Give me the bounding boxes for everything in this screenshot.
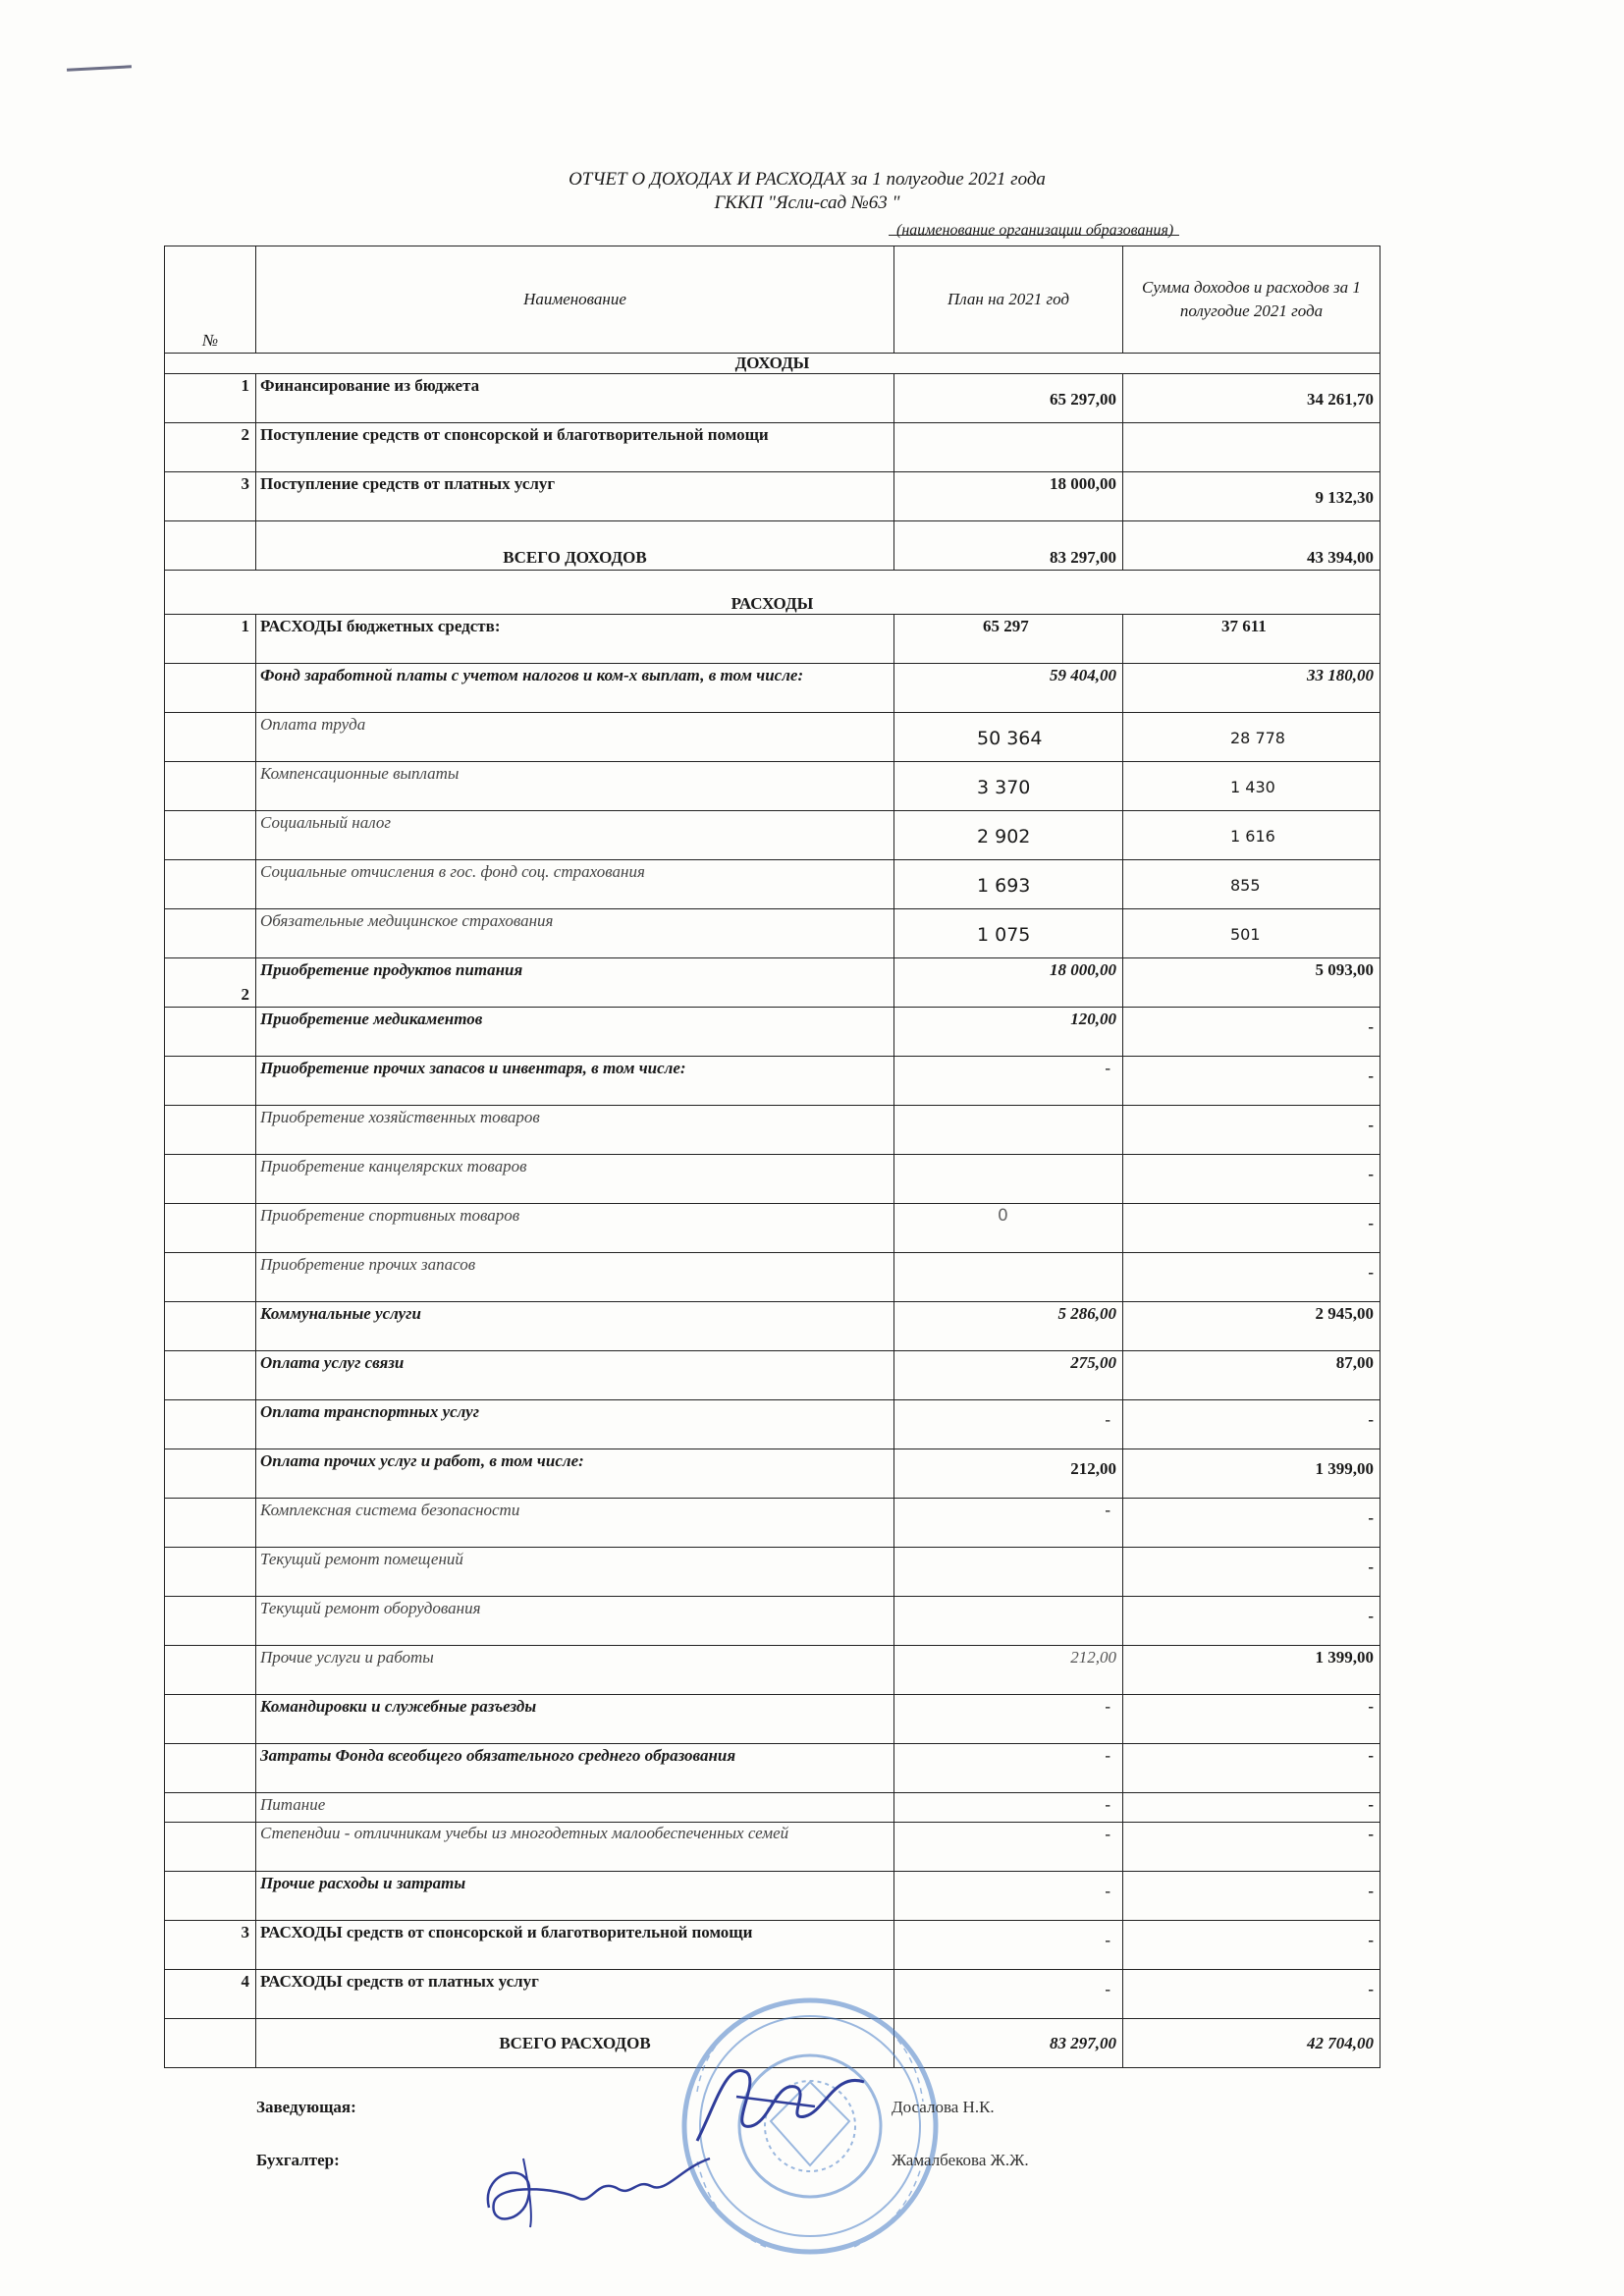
table-row [165, 423, 1380, 472]
row-plan-value: 212,00 [1070, 1459, 1116, 1478]
row-number: 2 [165, 958, 256, 1008]
row-name: Коммунальные услуги [256, 1302, 894, 1351]
column-header-no: № [165, 246, 256, 354]
row-fact [1123, 1597, 1380, 1646]
income-total-row [165, 521, 1380, 571]
row-plan-value: 1 693 [977, 875, 1031, 897]
column-header-fact: Сумма доходов и расходов за 1 полугодие 2021 года [1123, 246, 1380, 354]
row-name: Компенсационные выплаты [256, 762, 894, 811]
row-plan [894, 1449, 1123, 1499]
row-plan [894, 1872, 1123, 1921]
row-name: Обязательные медицинское страхования [256, 909, 894, 958]
row-plan [894, 1253, 1123, 1302]
section-expenses [165, 571, 1380, 615]
row-number [165, 1400, 256, 1449]
row-number [165, 1872, 256, 1921]
row-number: 1 [165, 615, 256, 664]
table-row [165, 1872, 1380, 1921]
row-plan: 18 000,00 [894, 472, 1123, 521]
row-name: Командировки и служебные разъезды [256, 1695, 894, 1744]
row-name: Комплексная система безопасности [256, 1499, 894, 1548]
row-number [165, 909, 256, 958]
row-number [165, 1823, 256, 1872]
row-plan: - [894, 1499, 1123, 1548]
table-row [165, 1823, 1380, 1872]
row-fact-value: 34 261,70 [1307, 390, 1374, 409]
row-name: Затраты Фонда всеобщего обязательного среднего образования [256, 1744, 894, 1793]
row-fact-value: - [1368, 1607, 1374, 1625]
row-plan: - [894, 1695, 1123, 1744]
table-row [165, 472, 1380, 521]
row-name: РАСХОДЫ бюджетных средств: [256, 615, 894, 664]
row-plan-value: - [1105, 1410, 1110, 1429]
column-header-plan: План на 2021 год [894, 246, 1123, 354]
row-name: Поступление средств от спонсорской и благотворительной помощи [256, 423, 894, 472]
column-header-name: Наименование [256, 246, 894, 354]
table-row [165, 1302, 1380, 1351]
row-fact-value: - [1368, 1165, 1374, 1183]
row-name: Финансирование из бюджета [256, 374, 894, 423]
row-name: Питание [256, 1793, 894, 1823]
row-name: РАСХОДЫ средств от спонсорской и благотворительной помощи [256, 1921, 894, 1970]
table-row [165, 1921, 1380, 1970]
row-fact [1123, 860, 1380, 909]
row-name: Текущий ремонт помещений [256, 1548, 894, 1597]
table-row [165, 1695, 1380, 1744]
row-fact: - [1123, 1823, 1380, 1872]
row-fact-value: - [1368, 1980, 1374, 1998]
row-fact-value: 1 616 [1230, 827, 1275, 846]
row-name: Приобретение хозяйственных товаров [256, 1106, 894, 1155]
row-plan-value: - [1105, 1980, 1110, 1998]
table-row [165, 909, 1380, 958]
table-row [165, 860, 1380, 909]
row-number [165, 664, 256, 713]
row-fact: - [1123, 1695, 1380, 1744]
row-fact [1123, 1057, 1380, 1106]
row-fact-value: - [1368, 1214, 1374, 1232]
table-row [165, 1744, 1380, 1793]
row-plan [894, 1400, 1123, 1449]
row-plan [894, 811, 1123, 860]
income-total-label: ВСЕГО ДОХОДОВ [256, 521, 894, 571]
row-fact: 87,00 [1123, 1351, 1380, 1400]
row-plan-value: 3 370 [977, 777, 1031, 798]
row-name: Оплата прочих услуг и работ, в том числе: [256, 1449, 894, 1499]
row-fact-value: - [1368, 1508, 1374, 1527]
table-row [165, 1351, 1380, 1400]
row-number [165, 1646, 256, 1695]
row-fact [1123, 423, 1380, 472]
row-fact [1123, 1449, 1380, 1499]
row-fact-value: - [1368, 1931, 1374, 1949]
row-fact [1123, 1499, 1380, 1548]
row-name: Приобретение спортивных товаров [256, 1204, 894, 1253]
row-plan-value: 2 902 [977, 826, 1031, 847]
row-fact [1123, 1204, 1380, 1253]
row-fact [1123, 1253, 1380, 1302]
row-plan [894, 860, 1123, 909]
expenses-total-label: ВСЕГО РАСХОДОВ [256, 2019, 894, 2068]
row-plan: 65 297 [894, 615, 1123, 664]
expenses-total-fact: 42 704,00 [1123, 2019, 1380, 2068]
scan-artifact [67, 65, 132, 71]
row-fact: - [1123, 1793, 1380, 1823]
row-plan: 120,00 [894, 1008, 1123, 1057]
row-name: Текущий ремонт оборудования [256, 1597, 894, 1646]
row-fact [1123, 1008, 1380, 1057]
row-fact-value: 501 [1230, 925, 1261, 944]
row-fact [1123, 374, 1380, 423]
row-fact [1123, 1872, 1380, 1921]
row-plan: 18 000,00 [894, 958, 1123, 1008]
row-plan: 59 404,00 [894, 664, 1123, 713]
table-row [165, 1204, 1380, 1253]
row-fact [1123, 1548, 1380, 1597]
row-fact-value: - [1368, 1263, 1374, 1282]
row-fact [1123, 472, 1380, 521]
row-plan-value: - [1105, 1882, 1110, 1900]
row-name: Прочие услуги и работы [256, 1646, 894, 1695]
row-number [165, 1499, 256, 1548]
row-fact-value: 28 778 [1230, 729, 1285, 747]
row-plan: - [894, 1823, 1123, 1872]
report-title: ОТЧЕТ О ДОХОДАХ И РАСХОДАХ за 1 полугодие 2021 года [568, 169, 1046, 190]
row-number [165, 811, 256, 860]
row-fact-value: - [1368, 1017, 1374, 1036]
row-plan: 0 [894, 1204, 1123, 1253]
row-number: 3 [165, 1921, 256, 1970]
row-plan [894, 1106, 1123, 1155]
row-name: Прочие расходы и затраты [256, 1872, 894, 1921]
table-row [165, 1400, 1380, 1449]
row-fact: 2 945,00 [1123, 1302, 1380, 1351]
row-number [165, 713, 256, 762]
row-number [165, 1302, 256, 1351]
row-plan [894, 762, 1123, 811]
section-title: ДОХОДЫ [165, 354, 1380, 374]
section-title: РАСХОДЫ [165, 571, 1380, 615]
row-plan [894, 1155, 1123, 1204]
row-fact [1123, 811, 1380, 860]
row-name: Поступление средств от платных услуг [256, 472, 894, 521]
row-name: Приобретение прочих запасов и инвентаря, в том числе: [256, 1057, 894, 1106]
row-fact: 33 180,00 [1123, 664, 1380, 713]
expenses-total-plan: 83 297,00 [894, 2019, 1123, 2068]
table-row [165, 1106, 1380, 1155]
row-name: Оплата транспортных услуг [256, 1400, 894, 1449]
accountant-name: Жамалбекова Ж.Ж. [892, 2151, 1029, 2169]
income-total-plan: 83 297,00 [894, 521, 1123, 571]
table-row [165, 664, 1380, 713]
section-income [165, 354, 1380, 374]
row-plan: 275,00 [894, 1351, 1123, 1400]
table-row [165, 713, 1380, 762]
row-plan-value: - [1105, 1931, 1110, 1949]
row-name: Социальный налог [256, 811, 894, 860]
row-number [165, 1204, 256, 1253]
row-number [165, 1793, 256, 1823]
row-name: Оплата труда [256, 713, 894, 762]
row-plan-value: 1 075 [977, 924, 1031, 946]
table-row [165, 1548, 1380, 1597]
organization-caption: (наименование организации образования) [896, 222, 1174, 239]
row-fact: 5 093,00 [1123, 958, 1380, 1008]
row-number [165, 1744, 256, 1793]
organization-name: ГККП "Ясли-сад №63 " [714, 192, 900, 213]
row-fact [1123, 762, 1380, 811]
row-plan [894, 909, 1123, 958]
row-number: 2 [165, 423, 256, 472]
row-plan [894, 1921, 1123, 1970]
row-plan [894, 713, 1123, 762]
table-row [165, 374, 1380, 423]
row-plan: 5 286,00 [894, 1302, 1123, 1351]
table-row [165, 1499, 1380, 1548]
row-number [165, 1449, 256, 1499]
head-signature-label: Заведующая: [256, 2098, 356, 2116]
report-table [164, 246, 1380, 2068]
row-fact-value: 855 [1230, 876, 1261, 895]
row-fact-value: - [1368, 1410, 1374, 1429]
table-row [165, 1646, 1380, 1695]
row-number [165, 1057, 256, 1106]
row-plan-value: 65 297,00 [1050, 390, 1116, 409]
row-name: Приобретение прочих запасов [256, 1253, 894, 1302]
row-fact [1123, 713, 1380, 762]
table-row [165, 762, 1380, 811]
row-plan: - [894, 1793, 1123, 1823]
row-fact [1123, 1970, 1380, 2019]
row-fact-value: 1 430 [1230, 778, 1275, 796]
row-fact-value: - [1368, 1116, 1374, 1134]
accountant-signature-icon [469, 2129, 725, 2237]
income-total-fact: 43 394,00 [1123, 521, 1380, 571]
row-number [165, 1695, 256, 1744]
table-row [165, 1253, 1380, 1302]
table-row [165, 1008, 1380, 1057]
row-plan: - [894, 1057, 1123, 1106]
row-number [165, 860, 256, 909]
row-fact: 37 611 [1123, 615, 1380, 664]
row-name: Приобретение канцелярских товаров [256, 1155, 894, 1204]
table-row [165, 1597, 1380, 1646]
row-number: 1 [165, 374, 256, 423]
row-number [165, 1351, 256, 1400]
row-number [165, 1106, 256, 1155]
row-name: Приобретение медикаментов [256, 1008, 894, 1057]
row-fact [1123, 1921, 1380, 1970]
row-plan: - [894, 1744, 1123, 1793]
row-fact: 1 399,00 [1123, 1646, 1380, 1695]
row-name: Степендии - отличникам учебы из многодетных малообеспеченных семей [256, 1823, 894, 1872]
row-plan-value: 50 364 [977, 728, 1043, 749]
row-number [165, 762, 256, 811]
row-fact-value: - [1368, 1066, 1374, 1085]
table-row [165, 615, 1380, 664]
row-fact [1123, 1400, 1380, 1449]
table-row [165, 958, 1380, 1008]
row-plan [894, 374, 1123, 423]
row-plan: 212,00 [894, 1646, 1123, 1695]
row-number [165, 1155, 256, 1204]
table-header [165, 246, 1380, 354]
table-row [165, 1793, 1380, 1823]
row-number: 3 [165, 472, 256, 521]
row-plan [894, 423, 1123, 472]
row-name: Приобретение продуктов питания [256, 958, 894, 1008]
row-name: Оплата услуг связи [256, 1351, 894, 1400]
row-fact-value: 9 132,30 [1315, 488, 1374, 507]
row-plan [894, 1548, 1123, 1597]
row-number [165, 1548, 256, 1597]
row-name: Фонд заработной платы с учетом налогов и ком-х выплат, в том числе: [256, 664, 894, 713]
row-fact [1123, 1106, 1380, 1155]
row-fact-value: - [1368, 1882, 1374, 1900]
row-name: РАСХОДЫ средств от платных услуг [256, 1970, 894, 2019]
table-row [165, 1057, 1380, 1106]
head-name: Досалова Н.К. [892, 2098, 995, 2116]
row-fact [1123, 909, 1380, 958]
row-name: Социальные отчисления в гос. фонд соц. страхования [256, 860, 894, 909]
table-row [165, 1155, 1380, 1204]
table-row [165, 1449, 1380, 1499]
row-number [165, 1597, 256, 1646]
row-fact-value: - [1368, 1558, 1374, 1576]
row-fact [1123, 1155, 1380, 1204]
row-fact-value: 1 399,00 [1315, 1459, 1374, 1478]
row-number [165, 1008, 256, 1057]
row-plan [894, 1597, 1123, 1646]
row-number [165, 1253, 256, 1302]
table-row [165, 811, 1380, 860]
row-number: 4 [165, 1970, 256, 2019]
accountant-signature-label: Бухгалтер: [256, 2151, 340, 2169]
row-fact: - [1123, 1744, 1380, 1793]
